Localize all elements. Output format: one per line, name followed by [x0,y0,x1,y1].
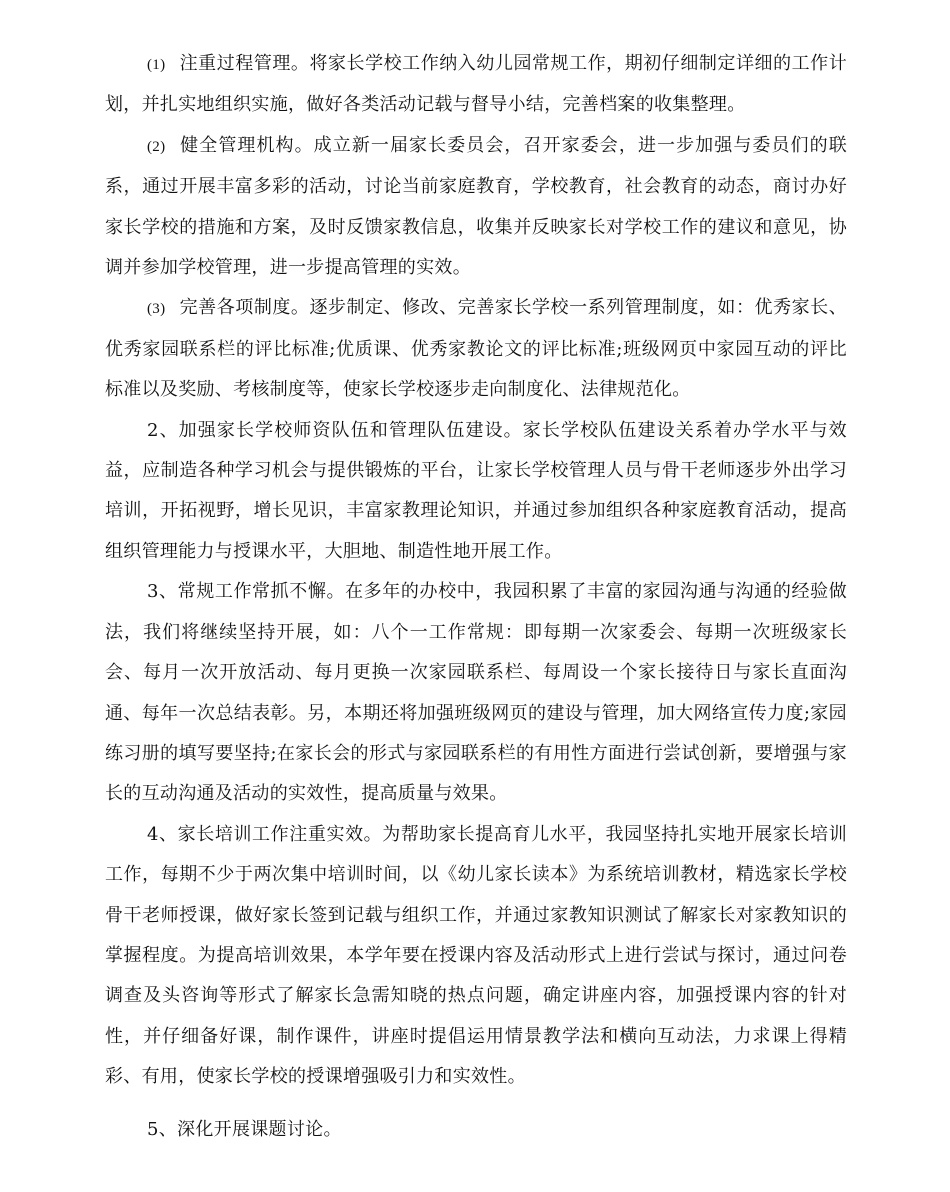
paragraph-parent-training [105,815,847,1098]
paragraph-number: (2) [147,138,166,155]
paragraph-research-topics [105,1110,847,1150]
paragraph-text: 3、常规工作常抓不懈。在多年的办校中，我园积累了丰富的家园沟通与沟通的经验做法，我们将继续坚持开展，如：八个一工作常规：即每期一次家委会、每期一次班级家长会、每月一次开放活动、每月更换一次家园联系栏、每周设一个家长接待日与家长直面沟通、每年一次总结表彰。另，本期还将加强班级网页的建设与管理，加大网络宣传力度;家园练习册的填写要坚持;在家长会的形式与家园联系栏的有用性方面进行尝试创新，要增强与家长的互动沟通及活动的实效性，提高质量与效果。 [105,581,847,805]
paragraph-routine-work [105,572,847,814]
paragraph-text: 完善各项制度。逐步制定、修改、完善家长学校一系列管理制度，如：优秀家长、优秀家园联系栏的评比标准;优质课、优秀家教论文的评比标准;班级网页中家园互动的评比标准以及奖励、考核制度等，使家长学校逐步走向制度化、法律规范化。 [105,297,847,401]
paragraph-management-structure [105,126,847,289]
paragraph-text: 5、深化开展课题讨论。 [147,1118,342,1140]
paragraph-regulations [105,288,847,410]
document-page [105,44,847,1150]
paragraph-text: 4、家长培训工作注重实效。为帮助家长提高育儿水平，我园坚持扎实地开展家长培训工作，每期不少于两次集中培训时间，以《幼儿家长读本》为系统培训教材，精选家长学校骨干老师授课，做好家长签到记载与组织工作，并通过家教知识测试了解家长对家教知识的掌握程度。为提高培训效果，本学年要在授课内容及活动形式上进行尝试与探讨，通过问卷调查及头咨询等形式了解家长急需知晓的热点问题，确定讲座内容，加强授课内容的针对性，并仔细备好课，制作课件，讲座时提倡运用情景教学法和横向互动法，力求课上得精彩、有用，使家长学校的授课增强吸引力和实效性。 [105,823,847,1088]
paragraph-text: 注重过程管理。将家长学校工作纳入幼儿园常规工作，期初仔细制定详细的工作计划，并扎实地组织实施，做好各类活动记载与督导小结，完善档案的收集整理。 [105,53,847,116]
paragraph-text: 健全管理机构。成立新一届家长委员会，召开家委会，进一步加强与委员们的联系，通过开展丰富多彩的活动，讨论当前家庭教育，学校教育，社会教育的动态，商讨办好家长学校的措施和方案，及时反馈家教信息，收集并反映家长对学校工作的建议和意见，协调并参加学校管理，进一步提高管理的实效。 [105,134,847,279]
paragraph-text: 2、加强家长学校师资队伍和管理队伍建设。家长学校队伍建设关系着办学水平与效益，应制造各种学习机会与提供锻炼的平台，让家长学校管理人员与骨干老师逐步外出学习培训，开拓视野，增长见识，丰富家教理论知识，并通过参加组织各种家庭教育活动，提高组织管理能力与授课水平，大胆地、制造性地开展工作。 [105,419,847,562]
paragraph-number: (3) [147,301,166,318]
paragraph-process-management [105,44,847,126]
paragraph-number: (1) [147,57,166,73]
paragraph-teacher-team [105,411,847,573]
